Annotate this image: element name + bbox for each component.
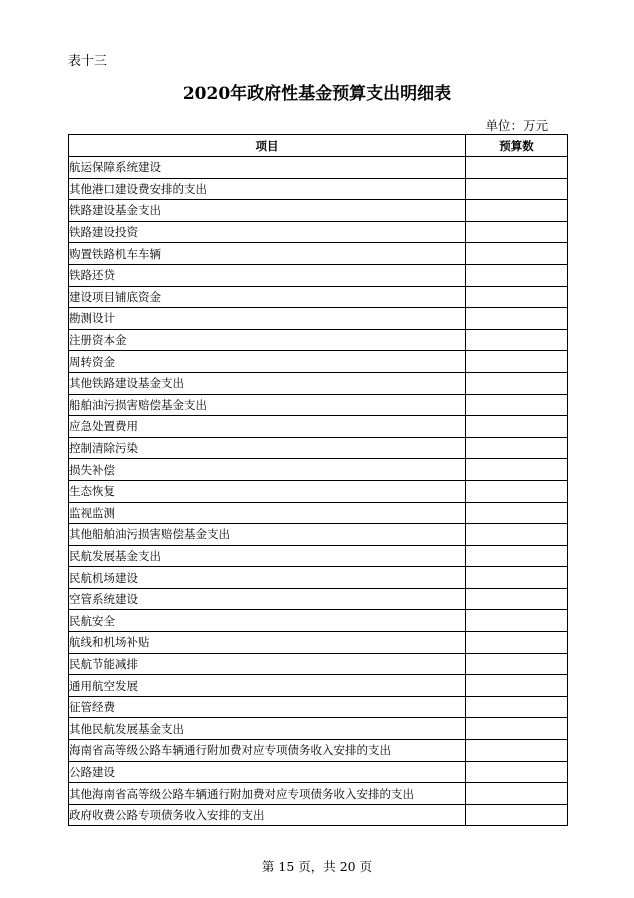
row-amount-cell	[466, 437, 568, 459]
row-item-cell: 船舶油污损害赔偿基金支出	[69, 394, 466, 416]
table-number-label: 表十三	[68, 54, 108, 69]
table-row	[69, 588, 568, 610]
row-item-cell: 航线和机场补贴	[69, 632, 466, 654]
table-row	[69, 351, 568, 373]
table-row	[69, 178, 568, 200]
row-item-cell: 通用航空发展	[69, 675, 466, 697]
unit-label: 单位：万元	[485, 118, 548, 133]
row-amount-cell	[466, 696, 568, 718]
row-amount-cell	[466, 740, 568, 762]
row-amount-cell	[466, 372, 568, 394]
table-row	[69, 524, 568, 546]
row-item-cell: 损失补偿	[69, 459, 466, 481]
row-item-cell: 铁路建设基金支出	[69, 200, 466, 222]
table-row	[69, 329, 568, 351]
table-row	[69, 416, 568, 438]
row-item-cell: 政府收费公路专项债务收入安排的支出	[69, 804, 466, 826]
row-amount-cell	[466, 524, 568, 546]
row-item-cell: 勘测设计	[69, 308, 466, 330]
header-amount: 预算数	[466, 135, 568, 157]
page-title: 2020年政府性基金预算支出明细表	[182, 84, 452, 104]
row-item-cell: 其他民航发展基金支出	[69, 718, 466, 740]
table-body	[69, 157, 568, 826]
table-row	[69, 545, 568, 567]
row-amount-cell	[466, 329, 568, 351]
row-item-cell: 民航机场建设	[69, 567, 466, 589]
table-row	[69, 740, 568, 762]
row-item-cell: 民航发展基金支出	[69, 545, 466, 567]
table-row	[69, 675, 568, 697]
row-amount-cell	[466, 221, 568, 243]
row-item-cell: 购置铁路机车车辆	[69, 243, 466, 265]
table-row	[69, 308, 568, 330]
row-amount-cell	[466, 264, 568, 286]
row-amount-cell	[466, 545, 568, 567]
row-item-cell: 其他船舶油污损害赔偿基金支出	[69, 524, 466, 546]
table-row	[69, 502, 568, 524]
row-amount-cell	[466, 610, 568, 632]
row-item-cell: 监视监测	[69, 502, 466, 524]
row-item-cell: 生态恢复	[69, 480, 466, 502]
row-amount-cell	[466, 502, 568, 524]
table-row	[69, 610, 568, 632]
table-row	[69, 243, 568, 265]
table-row	[69, 783, 568, 805]
table-row	[69, 372, 568, 394]
row-item-cell: 海南省高等级公路车辆通行附加费对应专项债务收入安排的支出	[69, 740, 466, 762]
table-row	[69, 653, 568, 675]
row-amount-cell	[466, 588, 568, 610]
page-footer: 第 15 页，共 20 页	[261, 859, 373, 874]
table-row	[69, 394, 568, 416]
table-row	[69, 632, 568, 654]
row-amount-cell	[466, 480, 568, 502]
row-amount-cell	[466, 675, 568, 697]
row-item-cell: 建设项目铺底资金	[69, 286, 466, 308]
table-row	[69, 761, 568, 783]
row-item-cell: 周转资金	[69, 351, 466, 373]
row-amount-cell	[466, 308, 568, 330]
row-item-cell: 铁路还贷	[69, 264, 466, 286]
row-item-cell: 控制清除污染	[69, 437, 466, 459]
table-row	[69, 567, 568, 589]
row-item-cell: 航运保障系统建设	[69, 157, 466, 179]
row-item-cell: 民航节能减排	[69, 653, 466, 675]
row-amount-cell	[466, 653, 568, 675]
row-amount-cell	[466, 157, 568, 179]
table-row	[69, 200, 568, 222]
row-amount-cell	[466, 632, 568, 654]
row-amount-cell	[466, 178, 568, 200]
row-amount-cell	[466, 761, 568, 783]
row-item-cell: 其他海南省高等级公路车辆通行附加费对应专项债务收入安排的支出	[69, 783, 466, 805]
row-amount-cell	[466, 718, 568, 740]
table-row	[69, 696, 568, 718]
row-amount-cell	[466, 804, 568, 826]
row-item-cell: 民航安全	[69, 610, 466, 632]
row-item-cell: 征管经费	[69, 696, 466, 718]
row-item-cell: 其他港口建设费安排的支出	[69, 178, 466, 200]
table-row	[69, 437, 568, 459]
row-item-cell: 铁路建设投资	[69, 221, 466, 243]
row-amount-cell	[466, 200, 568, 222]
table-row	[69, 157, 568, 179]
row-amount-cell	[466, 351, 568, 373]
row-amount-cell	[466, 416, 568, 438]
header-item: 项目	[69, 135, 466, 157]
budget-table	[68, 134, 568, 826]
row-item-cell: 空管系统建设	[69, 588, 466, 610]
row-item-cell: 其他铁路建设基金支出	[69, 372, 466, 394]
row-item-cell: 应急处置费用	[69, 416, 466, 438]
row-amount-cell	[466, 567, 568, 589]
table-row	[69, 718, 568, 740]
row-amount-cell	[466, 783, 568, 805]
table-row	[69, 221, 568, 243]
table-row	[69, 286, 568, 308]
row-amount-cell	[466, 286, 568, 308]
table-row	[69, 264, 568, 286]
row-item-cell: 公路建设	[69, 761, 466, 783]
row-amount-cell	[466, 243, 568, 265]
row-item-cell: 注册资本金	[69, 329, 466, 351]
table-row	[69, 459, 568, 481]
row-amount-cell	[466, 394, 568, 416]
table-row	[69, 480, 568, 502]
table-row	[69, 804, 568, 826]
row-amount-cell	[466, 459, 568, 481]
table-header-row	[69, 135, 568, 157]
